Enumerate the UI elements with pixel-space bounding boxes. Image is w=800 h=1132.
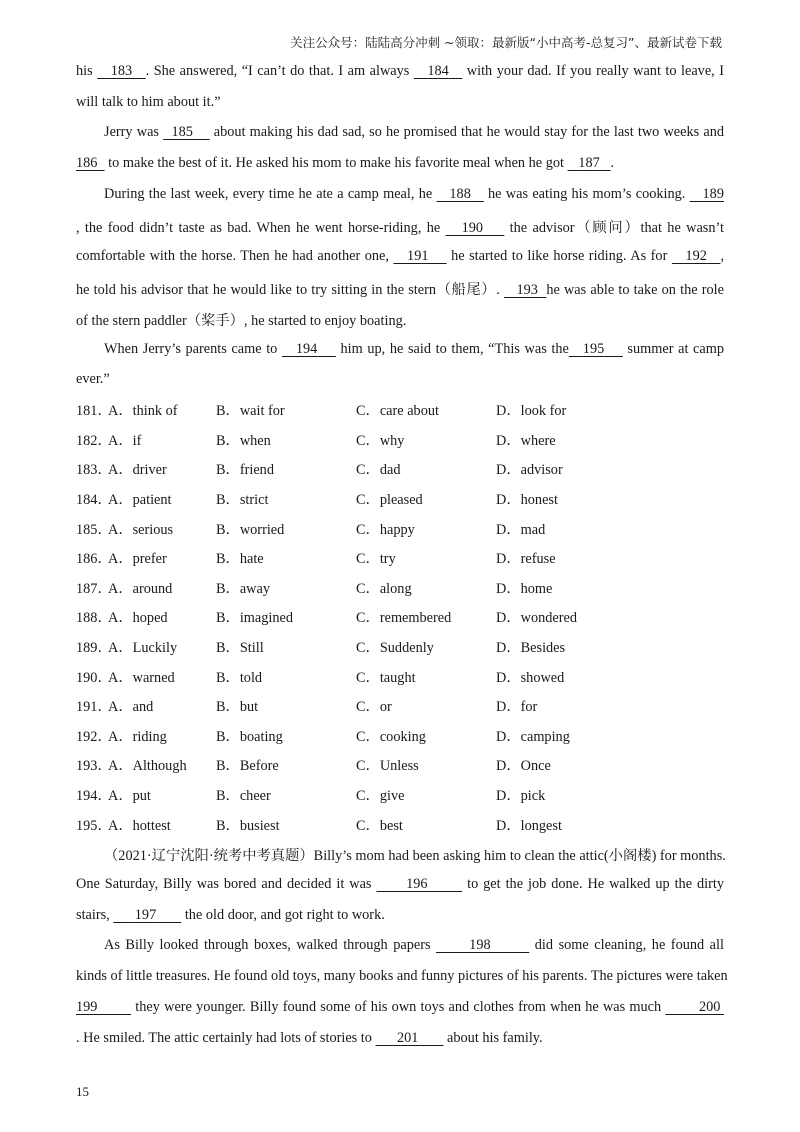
passage-line: （2021·辽宁沈阳·统考中考真题）Billy’s mom had been asking him to clean the attic(小阁楼) for months. <box>104 848 726 864</box>
passage-text: to get the job done. He walked up the dirty <box>462 876 724 892</box>
passage-line <box>76 1030 724 1047</box>
option-text: B．friend <box>216 462 274 478</box>
option-text: C．happy <box>356 522 415 538</box>
option-text: 186． <box>76 551 112 567</box>
passage-line: will talk to him about it.” <box>76 94 221 110</box>
blank-194 <box>282 341 336 357</box>
passage-text: he told his advisor that he would like to try sitting in the stern（船尾）. <box>76 282 504 298</box>
passage-text: stairs, <box>76 907 114 923</box>
option-text: D．where <box>496 433 556 449</box>
passage-text: . She answered, “I can’t do that. I am always <box>145 63 414 79</box>
option-text: 189． <box>76 640 112 656</box>
passage-text: the advisor（顾问）that he wasn’t <box>504 220 724 236</box>
option-text: A．driver <box>108 462 167 478</box>
passage-line <box>104 124 724 141</box>
passage-text: 197 <box>134 907 157 923</box>
option-text: 181． <box>76 403 112 419</box>
passage-text: As Billy looked through boxes, walked through papers <box>104 937 437 953</box>
passage-line <box>76 876 724 893</box>
passage-text: 185 <box>171 124 193 140</box>
option-text: C．along <box>356 581 412 597</box>
blank-198 <box>436 937 529 953</box>
passage-text: 201 <box>396 1030 419 1046</box>
passage-line: kinds of little treasures. He found old toys, many books and funny pictures of his parents. The pictures were taken <box>76 968 728 984</box>
option-text: 188． <box>76 610 112 626</box>
passage-line <box>76 279 724 299</box>
passage-text: 198 <box>469 937 491 953</box>
option-text: C．dad <box>356 462 401 478</box>
passage-text: , <box>720 248 725 264</box>
passage-text: Jerry was <box>104 124 164 140</box>
page-header: 关注公众号：陆陆高分冲刺 ~领取：最新版“小中高考-总复习”、最新试卷下载 <box>290 35 722 50</box>
option-text: C．or <box>356 699 392 715</box>
passage-line <box>76 217 724 237</box>
passage-text: the old door, and got right to work. <box>181 907 385 923</box>
blank-186 <box>76 155 105 171</box>
option-text: A．if <box>108 433 142 449</box>
passage-text: 193 <box>516 282 538 298</box>
option-text: A．Luckily <box>108 640 178 656</box>
passage-text: 187 <box>578 155 600 171</box>
passage-text: One Saturday, Billy was bored and decided it was <box>76 876 377 892</box>
passage-text: he was eating his mom’s cooking. <box>483 186 690 202</box>
passage-text: he started to like horse riding. As for <box>446 248 672 264</box>
option-text: D．refuse <box>496 551 556 567</box>
passage-text: summer at camp <box>622 341 725 357</box>
option-text: B．away <box>216 581 270 597</box>
option-text: B．but <box>216 699 259 715</box>
option-text: B．Still <box>216 640 264 656</box>
option-text: A．hottest <box>108 818 171 834</box>
option-text: C．pleased <box>356 492 423 508</box>
option-text: C．Unless <box>356 758 419 774</box>
blank-189 <box>690 186 724 202</box>
passage-text: about making his dad sad, so he promised that he would stay for the last two weeks and <box>209 124 725 140</box>
option-text: D．for <box>496 699 538 715</box>
passage-text: 194 <box>295 341 318 357</box>
option-text: 182． <box>76 433 112 449</box>
blank-195 <box>569 341 623 357</box>
passage-line <box>104 186 724 203</box>
passage-text: 192 <box>685 248 707 264</box>
passage-text: 186 <box>76 155 98 171</box>
blank-196 <box>376 876 462 892</box>
passage-text: 188 <box>449 186 471 202</box>
option-text: A．warned <box>108 670 175 686</box>
passage-text: . He smiled. The attic certainly had lots of stories to <box>76 1030 376 1046</box>
option-text: D．mad <box>496 522 546 538</box>
option-text: 193． <box>76 758 112 774</box>
option-text: C．remembered <box>356 610 452 626</box>
option-text: B．when <box>216 433 271 449</box>
passage-text: to make the best of it. He asked his mom to make his favorite meal when he got <box>104 155 568 171</box>
passage-text: comfortable with the horse. Then he had another one, <box>76 248 394 264</box>
passage-text: 183 <box>110 63 133 79</box>
passage-line: ever.” <box>76 371 110 387</box>
option-text: A．around <box>108 581 173 597</box>
blank-192 <box>672 248 721 264</box>
passage-text: with your dad. If you really want to leave, I <box>462 63 725 79</box>
passage-text: he was able to take on the role <box>546 282 724 298</box>
option-text: D．look for <box>496 403 567 419</box>
option-text: D．wondered <box>496 610 577 626</box>
passage-text: 195 <box>582 341 605 357</box>
passage-line <box>104 937 724 954</box>
option-text: D．showed <box>496 670 565 686</box>
blank-199 <box>76 999 131 1015</box>
blank-201 <box>376 1030 444 1046</box>
blank-197 <box>113 907 181 923</box>
passage-line <box>76 999 724 1016</box>
option-text: D．longest <box>496 818 562 834</box>
blank-188 <box>437 186 484 202</box>
blank-200 <box>665 999 724 1015</box>
option-text: B．boating <box>216 729 283 745</box>
option-text: B．busiest <box>216 818 280 834</box>
passage-text: 190 <box>461 220 484 236</box>
option-text: B．Before <box>216 758 279 774</box>
option-text: C．Suddenly <box>356 640 434 656</box>
option-text: D．camping <box>496 729 570 745</box>
option-text: A．patient <box>108 492 172 508</box>
option-text: 185． <box>76 522 112 538</box>
option-text: A．and <box>108 699 154 715</box>
option-text: A．serious <box>108 522 174 538</box>
option-text: A．think of <box>108 403 178 419</box>
option-text: B．told <box>216 670 263 686</box>
option-text: B．wait for <box>216 403 285 419</box>
passage-text: 199 <box>76 999 98 1015</box>
option-text: D．Besides <box>496 640 566 656</box>
passage-text: him up, he said to them, “This was the <box>335 341 569 357</box>
option-text: B．cheer <box>216 788 271 804</box>
passage-line: of the stern paddler（桨手）, he started to enjoy boating. <box>76 313 407 329</box>
option-text: A．Although <box>108 758 187 774</box>
option-text: D．Once <box>496 758 551 774</box>
option-text: A．riding <box>108 729 167 745</box>
option-text: 184． <box>76 492 112 508</box>
option-text: B．worried <box>216 522 285 538</box>
passage-text: they were younger. Billy found some of his own toys and clothes from when he was much <box>131 999 666 1015</box>
option-text: A．prefer <box>108 551 167 567</box>
passage-line <box>76 155 724 172</box>
passage-line <box>76 907 724 924</box>
passage-line <box>76 63 724 80</box>
option-text: D．pick <box>496 788 546 804</box>
passage-text: 196 <box>406 876 428 892</box>
blank-184 <box>414 63 462 79</box>
passage-text: did some cleaning, he found all <box>529 937 724 953</box>
option-text: B．strict <box>216 492 269 508</box>
passage-line <box>104 341 724 358</box>
passage-text: , the food didn’t taste as bad. When he went horse-riding, he <box>76 220 446 236</box>
option-text: 187． <box>76 581 112 597</box>
option-text: C．cooking <box>356 729 426 745</box>
passage-text: about his family. <box>443 1030 543 1046</box>
passage-text: . <box>610 155 615 171</box>
blank-193 <box>504 282 546 298</box>
passage-line <box>76 248 724 265</box>
option-text: 195． <box>76 818 112 834</box>
blank-190 <box>446 220 505 236</box>
passage-text: When Jerry’s parents came to <box>104 341 282 357</box>
option-text: 192． <box>76 729 112 745</box>
option-text: D．honest <box>496 492 558 508</box>
page-number: 15 <box>76 1084 89 1099</box>
option-text: 191． <box>76 699 112 715</box>
passage-text: 184 <box>427 63 449 79</box>
blank-185 <box>163 124 209 140</box>
option-text: C．give <box>356 788 405 804</box>
blank-183 <box>97 63 145 79</box>
option-text: C．best <box>356 818 403 834</box>
option-text: B．imagined <box>216 610 294 626</box>
option-text: C．care about <box>356 403 439 419</box>
passage-text: 191 <box>407 248 429 264</box>
option-text: C．taught <box>356 670 416 686</box>
option-text: C．try <box>356 551 396 567</box>
option-text: D．home <box>496 581 553 597</box>
passage-text: 189 <box>702 186 724 202</box>
option-text: D．advisor <box>496 462 563 478</box>
blank-187 <box>568 155 611 171</box>
option-text: 190． <box>76 670 112 686</box>
option-text: C．why <box>356 433 405 449</box>
passage-text: 200 <box>699 999 721 1015</box>
passage-text: his <box>76 63 98 79</box>
option-text: A．hoped <box>108 610 168 626</box>
option-text: A．put <box>108 788 151 804</box>
blank-191 <box>393 248 446 264</box>
option-text: 183． <box>76 462 112 478</box>
passage-text: During the last week, every time he ate a camp meal, he <box>104 186 437 202</box>
option-text: 194． <box>76 788 112 804</box>
option-text: B．hate <box>216 551 264 567</box>
